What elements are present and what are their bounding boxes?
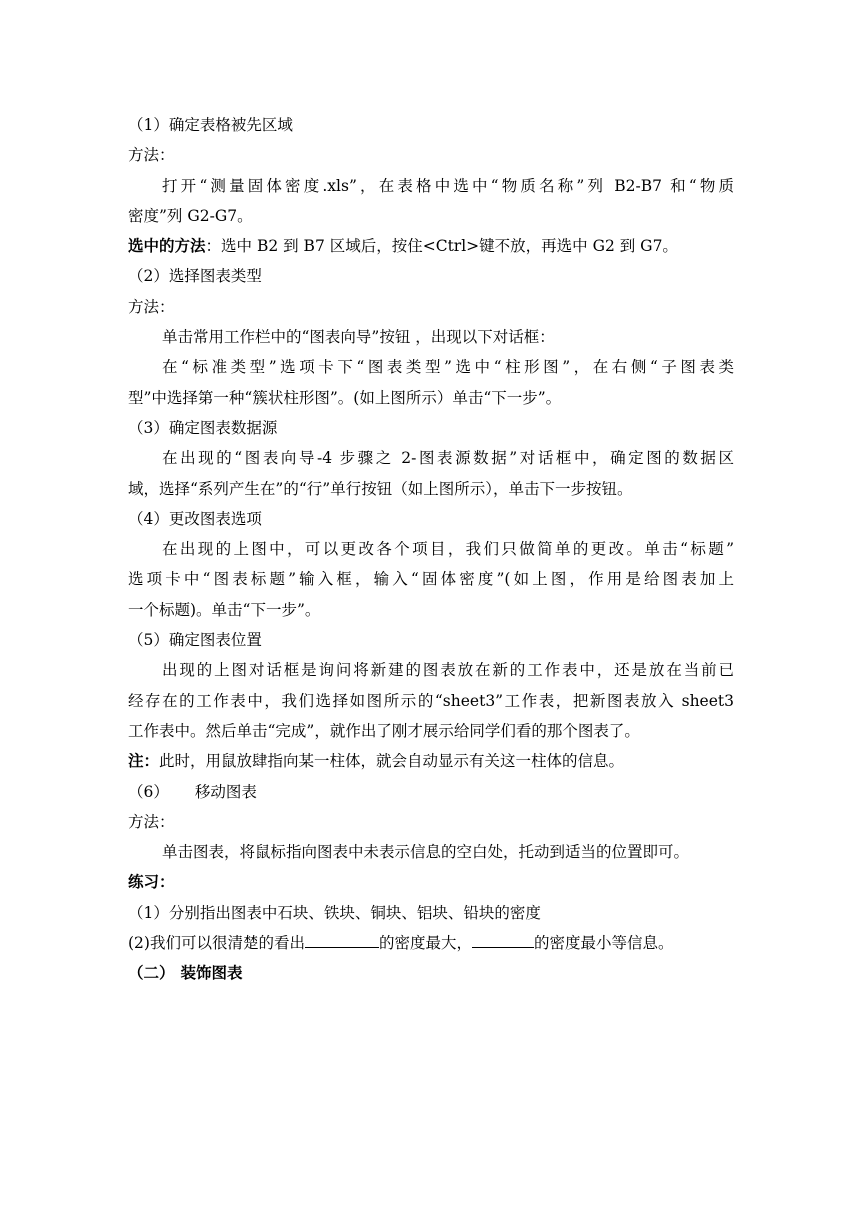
selection-method-text: ：选中 B2 到 B7 区域后，按住<Ctrl>键不放，再选中 G2 到 G7。 [205,237,678,256]
section-6-title: 移动图表 [194,782,257,801]
section-5-paragraph-line-3: 工作表中。然后单击“完成”，就作出了刚才展示给同学们看的那个图表了。 [128,721,640,740]
exercise-question-2-part-b: 的密度最大， [378,934,472,953]
section-4-heading: （4）更改图表选项 [128,509,262,528]
section-6-heading [128,777,734,807]
section-1-paragraph-line-2: 密度”列 G2-G7。 [128,206,253,225]
exercise-question-1: （1）分别指出图表中石块、铁块、铜块、铝块、铅块的密度 [128,903,541,922]
next-section-heading [128,958,734,988]
section-5-heading: （5）确定图表位置 [128,631,262,650]
section-2-paragraph-2-line-1: 在“标准类型”选项卡下“图表类型”选中“柱形图”，在右侧“子图表类 [162,358,734,377]
section-4-paragraph-line-2: 选项卡中“图表标题”输入框，输入“固体密度”(如上图，作用是给图表加上 [128,570,734,589]
exercise-question-2-part-a: (2)我们可以很清楚的看出 [128,934,305,953]
section-1-heading: （1）确定表格被先区域 [128,116,293,134]
section-2-paragraph-1: 单击常用工作栏中的“图表向导”按钮 ，出现以下对话框： [162,328,555,347]
next-section-number: （二） [128,963,175,983]
section-6-number: （6） [128,782,169,801]
section-5-paragraph-line-1: 出现的上图对话框是询问将新建的图表放在新的工作表中，还是放在当前已 [162,661,734,680]
section-3-paragraph-line-1: 在出现的“图表向导-4 步骤之 2-图表源数据”对话框中，确定图的数据区 [162,449,734,468]
next-section-title: 装饰图表 [180,963,243,983]
section-2-paragraph-2-line-2: 型”中选择第一种“簇状柱形图”。(如上图所示）单击“下一步”。 [128,388,562,407]
section-3-heading: （3）确定图表数据源 [128,418,278,437]
section-2-method-label: 方法： [128,297,175,316]
note-label: 注： [128,751,160,771]
answer-blank-min[interactable] [472,931,534,948]
selection-method-label: 选中的方法 [128,236,206,256]
section-1-selection-method [128,231,734,261]
answer-blank-max[interactable] [305,931,379,948]
section-1-paragraph-line-1: 打开“测量固体密度.xls”，在表格中选中“物质名称”列 B2-B7 和“物质 [162,176,734,195]
section-2-heading: （2）选择图表类型 [128,267,262,286]
document-page [128,110,734,989]
note-text: 此时，用鼠放肆指向某一柱体，就会自动显示有关这一柱体的信息。 [159,752,625,771]
section-1-method-label: 方法： [128,146,175,165]
exercise-question-2-part-c: 的密度最小等信息。 [533,934,674,953]
section-4-paragraph-line-3: 一个标题)。单击“下一步”。 [128,600,321,619]
exercise-question-2 [128,928,734,958]
section-6-paragraph: 单击图表，将鼠标指向图表中未表示信息的空白处，托动到适当的位置即可。 [162,843,690,862]
section-6-method-label: 方法： [128,812,175,831]
exercise-heading: 练习： [128,872,175,892]
note-line [128,746,734,776]
section-4-paragraph-line-1: 在出现的上图中，可以更改各个项目，我们只做简单的更改。单击“标题” [162,540,734,559]
section-3-paragraph-line-2: 域，选择“系列产生在”的“行”单行按钮（如上图所示），单击下一步按钮。 [128,479,633,498]
section-5-paragraph-line-2: 经存在的工作表中，我们选择如图所示的“sheet3”工作表，把新图表放入 sheet3 [128,691,734,710]
